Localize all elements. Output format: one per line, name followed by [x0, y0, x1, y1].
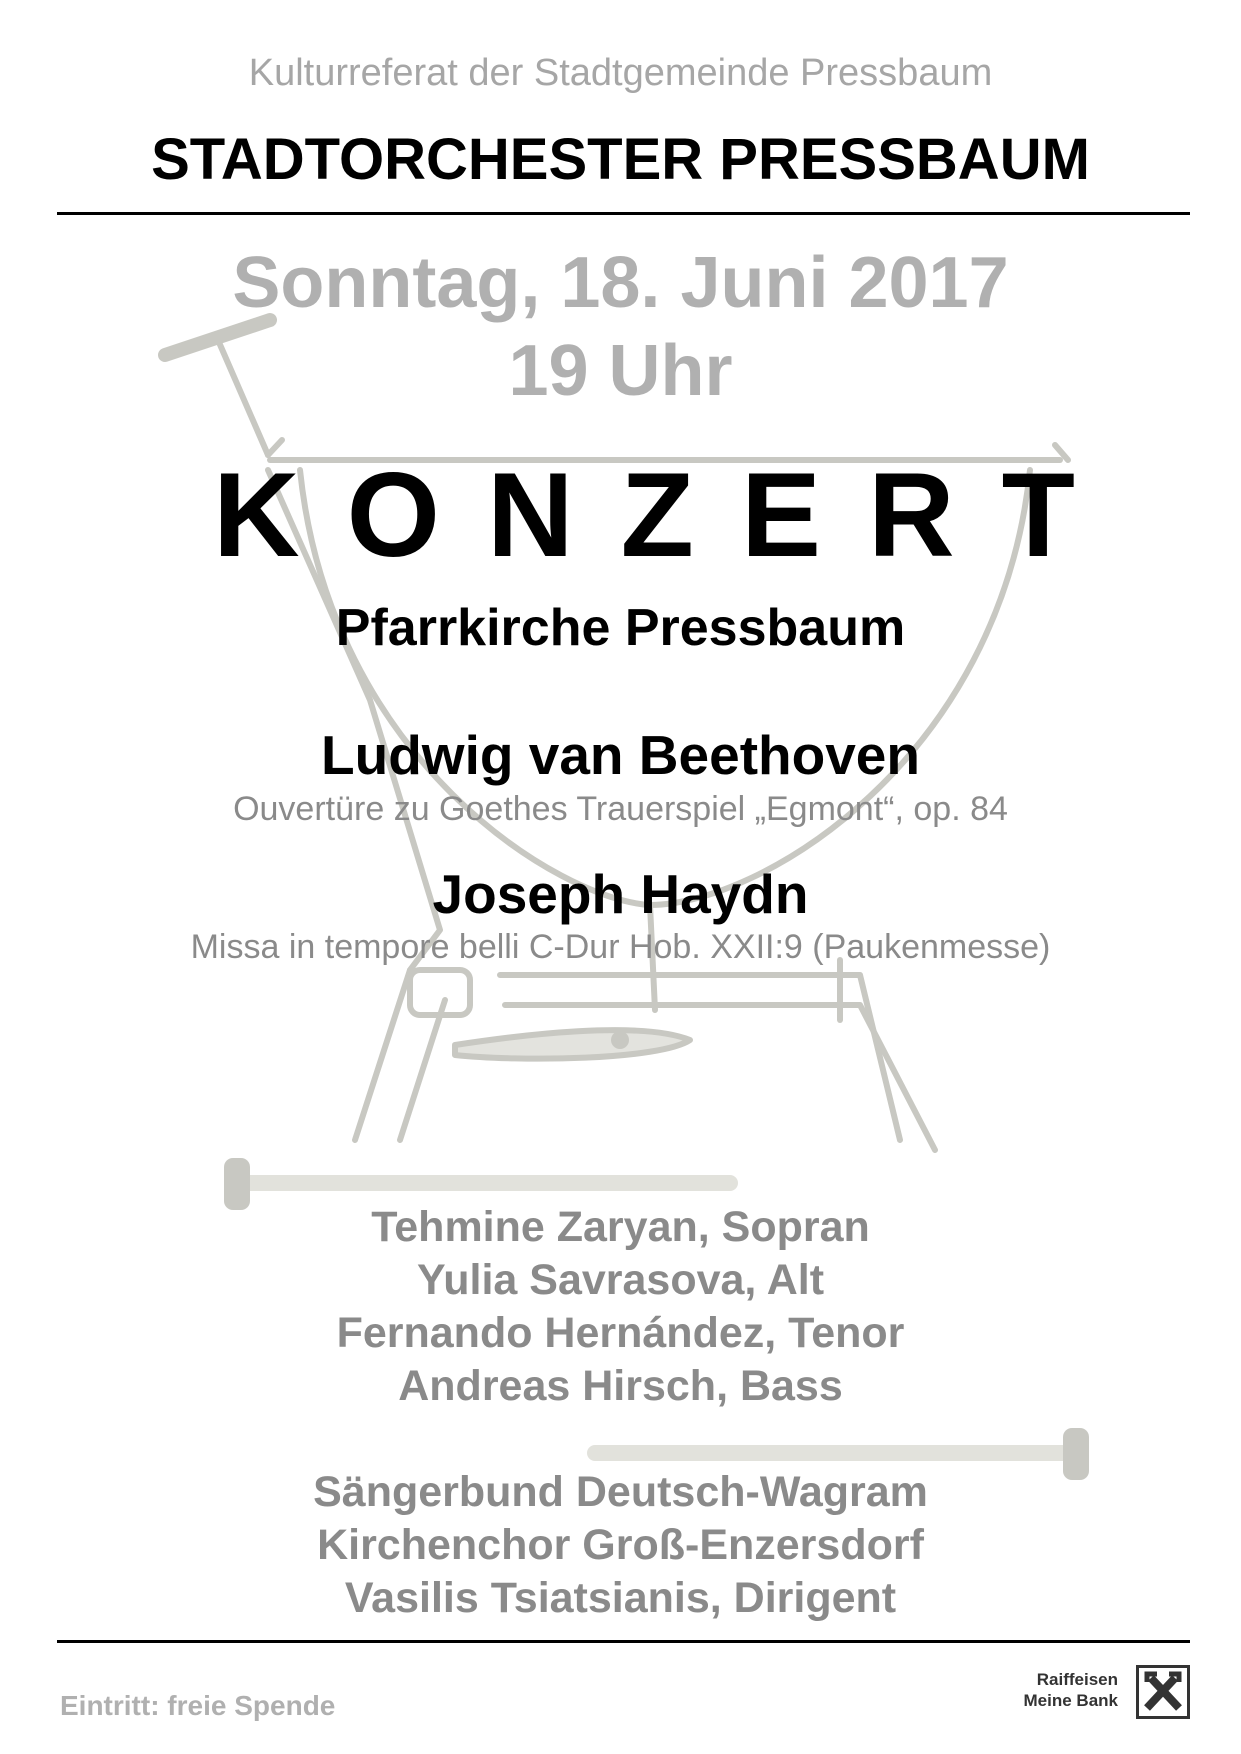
orchestra-name: STADTORCHESTER PRESSBAUM	[151, 127, 1090, 192]
soloist-4: Andreas Hirsch, Bass	[398, 1362, 843, 1410]
ensemble-1: Sängerbund Deutsch-Wagram	[313, 1468, 928, 1516]
composer-1: Ludwig van Beethoven	[321, 724, 920, 786]
event-date: Sonntag, 18. Juni 2017	[232, 243, 1009, 323]
bottom-divider	[57, 1640, 1190, 1643]
soloist-3: Fernando Hernández, Tenor	[336, 1309, 905, 1357]
admission-note: Eintritt: freie Spende	[60, 1690, 336, 1721]
event-title: KONZERT	[213, 448, 1122, 582]
organizer-line: Kulturreferat der Stadtgemeinde Pressbaum	[248, 52, 993, 94]
event-venue: Pfarrkirche Pressbaum	[335, 599, 906, 657]
soloist-2: Yulia Savrasova, Alt	[416, 1256, 825, 1304]
ensemble-2: Kirchenchor Groß-Enzersdorf	[317, 1521, 924, 1569]
conductor: Vasilis Tsiatsianis, Dirigent	[344, 1574, 897, 1622]
sponsor-logo	[990, 1665, 1190, 1727]
raiffeisen-gable-icon	[1136, 1665, 1190, 1719]
work-2: Missa in tempore belli C-Dur Hob. XXII:9 (Paukenmesse)	[190, 928, 1051, 966]
work-1: Ouvertüre zu Goethes Trauerspiel „Egmont“, op. 84	[233, 790, 1008, 828]
sponsor-text	[1024, 1669, 1118, 1711]
composer-2: Joseph Haydn	[432, 863, 809, 925]
event-time: 19 Uhr	[508, 331, 733, 411]
sponsor-slogan: Meine Bank	[1023, 1691, 1118, 1710]
top-divider	[57, 212, 1190, 215]
sponsor-name: Raiffeisen	[1036, 1670, 1118, 1689]
soloist-1: Tehmine Zaryan, Sopran	[371, 1203, 870, 1251]
